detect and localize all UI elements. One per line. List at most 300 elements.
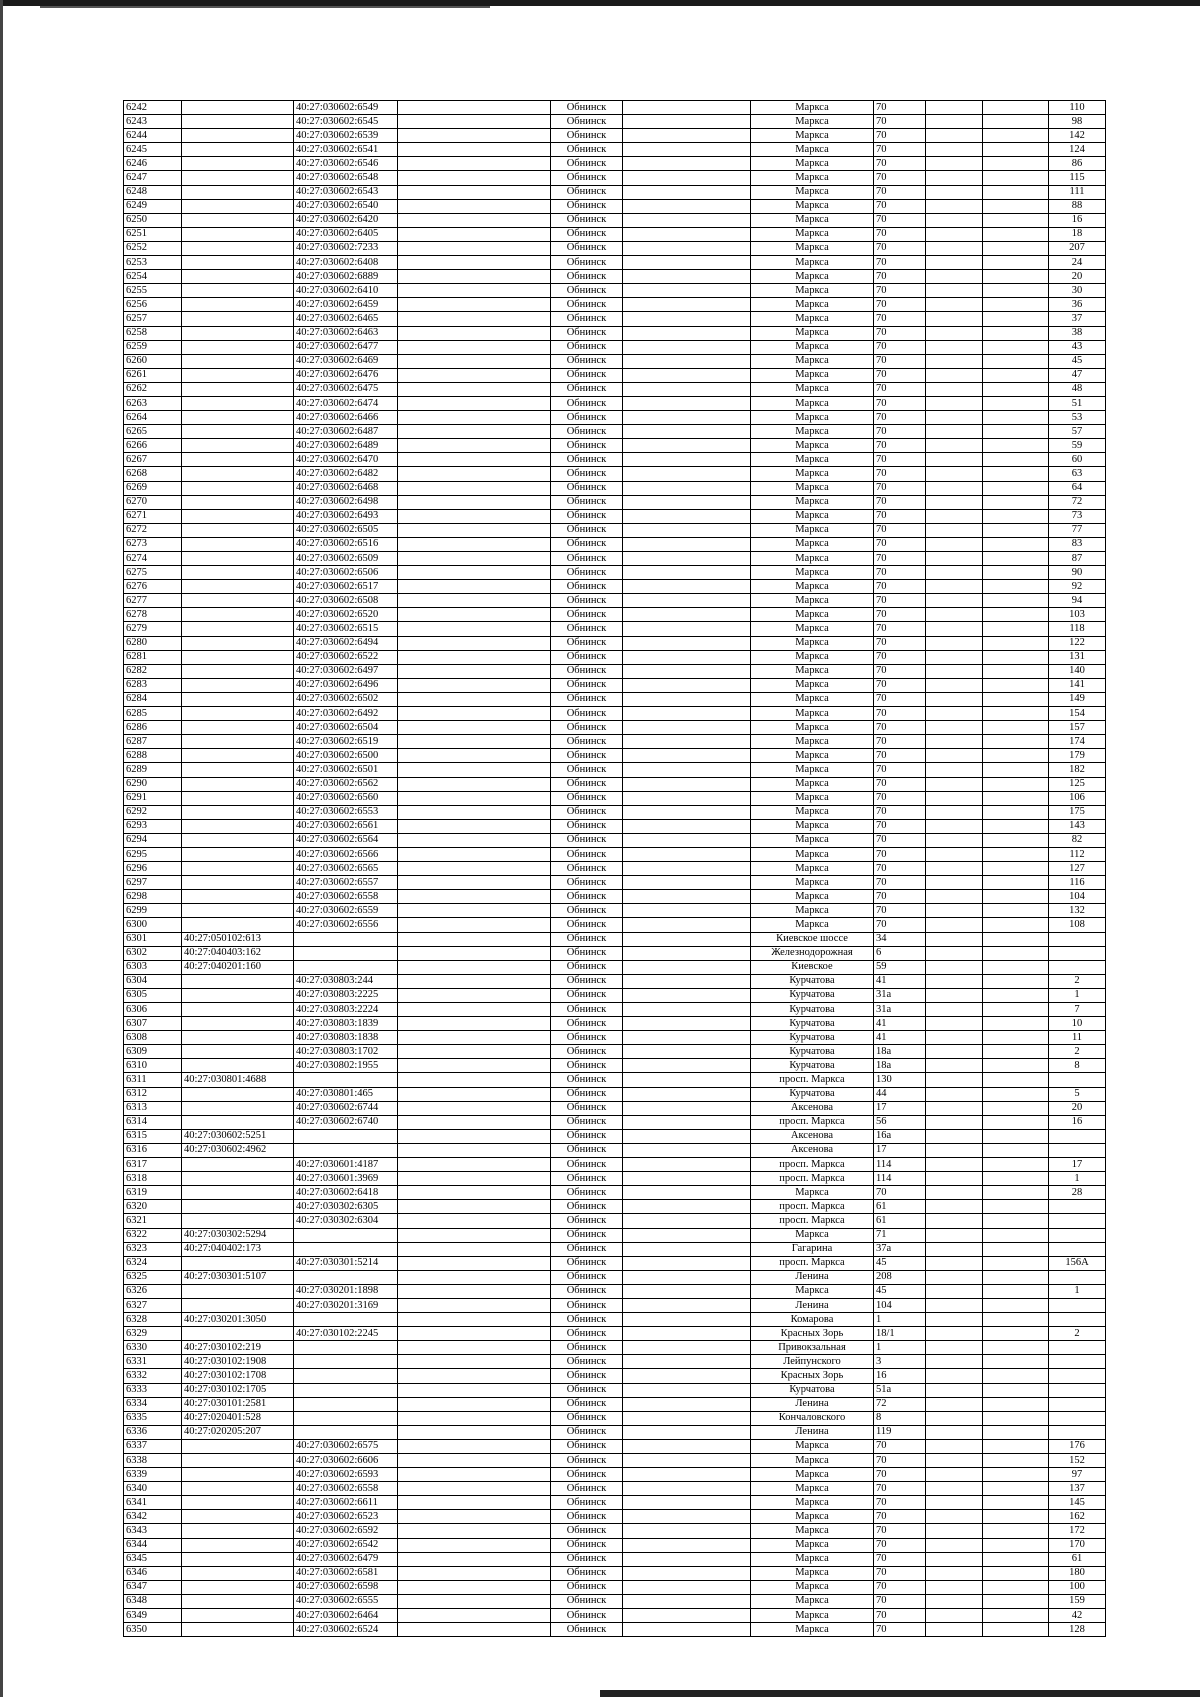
apartment-number: 118 — [1049, 622, 1106, 636]
table-row — [124, 1439, 1106, 1453]
city-name: Обнинск — [551, 129, 623, 143]
house-number: 51а — [874, 1383, 926, 1397]
blank-cell — [983, 523, 1049, 537]
cadastral-number-premises: 40:27:030602:6543 — [294, 185, 398, 199]
house-number: 70 — [874, 382, 926, 396]
table-row — [124, 890, 1106, 904]
table-row — [124, 946, 1106, 960]
cadastral-number-building — [182, 735, 294, 749]
cadastral-number-building: 40:27:030102:219 — [182, 1341, 294, 1355]
blank-cell — [398, 1482, 551, 1496]
row-number: 6250 — [124, 213, 182, 227]
apartment-number: 156А — [1049, 1256, 1106, 1270]
blank-cell — [926, 1623, 983, 1637]
blank-cell — [398, 1003, 551, 1017]
city-name: Обнинск — [551, 284, 623, 298]
house-number: 41 — [874, 1031, 926, 1045]
blank-cell — [623, 340, 751, 354]
row-number: 6302 — [124, 946, 182, 960]
cadastral-number-building: 40:27:030102:1908 — [182, 1355, 294, 1369]
table-row — [124, 227, 1106, 241]
blank-cell — [983, 552, 1049, 566]
row-number: 6305 — [124, 988, 182, 1002]
cadastral-number-building — [182, 566, 294, 580]
cadastral-number-premises — [294, 960, 398, 974]
city-name: Обнинск — [551, 537, 623, 551]
blank-cell — [983, 382, 1049, 396]
cadastral-number-building: 40:27:040201:160 — [182, 960, 294, 974]
blank-cell — [926, 298, 983, 312]
blank-cell — [398, 213, 551, 227]
blank-cell — [623, 241, 751, 255]
row-number: 6269 — [124, 481, 182, 495]
blank-cell — [983, 1397, 1049, 1411]
city-name: Обнинск — [551, 622, 623, 636]
cadastral-number-building — [182, 425, 294, 439]
blank-cell — [926, 199, 983, 213]
table-row — [124, 241, 1106, 255]
table-row — [124, 1524, 1106, 1538]
blank-cell — [398, 171, 551, 185]
blank-cell — [398, 312, 551, 326]
cadastral-number-building — [182, 833, 294, 847]
cadastral-number-premises: 40:27:030801:465 — [294, 1087, 398, 1101]
cadastral-number-premises: 40:27:030602:6474 — [294, 396, 398, 410]
house-number: 70 — [874, 1623, 926, 1637]
table-row — [124, 974, 1106, 988]
blank-cell — [926, 1129, 983, 1143]
apartment-number: 145 — [1049, 1496, 1106, 1510]
blank-cell — [398, 1158, 551, 1172]
house-number: 18/1 — [874, 1327, 926, 1341]
cadastral-number-building — [182, 707, 294, 721]
blank-cell — [623, 1256, 751, 1270]
blank-cell — [926, 707, 983, 721]
table-row — [124, 509, 1106, 523]
apartment-number: 72 — [1049, 495, 1106, 509]
cadastral-number-premises: 40:27:030602:6508 — [294, 594, 398, 608]
cadastral-number-building — [182, 1017, 294, 1031]
table-row — [124, 396, 1106, 410]
cadastral-number-premises: 40:27:030803:1838 — [294, 1031, 398, 1045]
apartment-number: 124 — [1049, 143, 1106, 157]
blank-cell — [398, 876, 551, 890]
blank-cell — [623, 495, 751, 509]
cadastral-number-premises: 40:27:030602:6553 — [294, 805, 398, 819]
table-row — [124, 1623, 1106, 1637]
blank-cell — [398, 749, 551, 763]
apartment-number: 132 — [1049, 904, 1106, 918]
street-name: просп. Маркса — [751, 1073, 874, 1087]
blank-cell — [983, 988, 1049, 1002]
blank-cell — [983, 1158, 1049, 1172]
street-name: Курчатова — [751, 1003, 874, 1017]
street-name: Маркса — [751, 1538, 874, 1552]
city-name: Обнинск — [551, 157, 623, 171]
city-name: Обнинск — [551, 692, 623, 706]
blank-cell — [398, 1298, 551, 1312]
city-name: Обнинск — [551, 495, 623, 509]
apartment-number — [1049, 1214, 1106, 1228]
blank-cell — [983, 777, 1049, 791]
blank-cell — [623, 791, 751, 805]
blank-cell — [398, 650, 551, 664]
city-name: Обнинск — [551, 1411, 623, 1425]
row-number: 6329 — [124, 1327, 182, 1341]
table-row — [124, 213, 1106, 227]
row-number: 6331 — [124, 1355, 182, 1369]
row-number: 6326 — [124, 1284, 182, 1298]
city-name: Обнинск — [551, 594, 623, 608]
table-row — [124, 523, 1106, 537]
apartment-number — [1049, 1383, 1106, 1397]
table-row — [124, 270, 1106, 284]
blank-cell — [398, 847, 551, 861]
row-number: 6286 — [124, 721, 182, 735]
blank-cell — [623, 1284, 751, 1298]
cadastral-number-premises: 40:27:030602:6548 — [294, 171, 398, 185]
blank-cell — [926, 453, 983, 467]
row-number: 6307 — [124, 1017, 182, 1031]
cadastral-number-premises: 40:27:030803:1702 — [294, 1045, 398, 1059]
house-number: 70 — [874, 368, 926, 382]
table-row — [124, 1580, 1106, 1594]
row-number: 6298 — [124, 890, 182, 904]
cadastral-number-building — [182, 467, 294, 481]
city-name: Обнинск — [551, 890, 623, 904]
blank-cell — [926, 932, 983, 946]
house-number: 70 — [874, 481, 926, 495]
street-name: Маркса — [751, 678, 874, 692]
cadastral-number-premises: 40:27:030102:2245 — [294, 1327, 398, 1341]
house-number: 45 — [874, 1284, 926, 1298]
scan-left-edge — [0, 0, 3, 1697]
blank-cell — [398, 509, 551, 523]
blank-cell — [623, 171, 751, 185]
blank-cell — [983, 298, 1049, 312]
blank-cell — [926, 481, 983, 495]
street-name: Маркса — [751, 692, 874, 706]
blank-cell — [398, 1228, 551, 1242]
row-number: 6328 — [124, 1313, 182, 1327]
blank-cell — [926, 495, 983, 509]
street-name: Маркса — [751, 326, 874, 340]
blank-cell — [398, 678, 551, 692]
house-number: 70 — [874, 411, 926, 425]
city-name: Обнинск — [551, 1214, 623, 1228]
blank-cell — [983, 1580, 1049, 1594]
city-name: Обнинск — [551, 171, 623, 185]
table-row — [124, 1355, 1106, 1369]
row-number: 6260 — [124, 354, 182, 368]
cadastral-number-premises — [294, 1228, 398, 1242]
street-name: Маркса — [751, 1594, 874, 1608]
cadastral-number-building — [182, 256, 294, 270]
city-name: Обнинск — [551, 199, 623, 213]
cadastral-number-building — [182, 382, 294, 396]
blank-cell — [926, 1017, 983, 1031]
city-name: Обнинск — [551, 988, 623, 1002]
blank-cell — [926, 749, 983, 763]
blank-cell — [398, 284, 551, 298]
house-number: 70 — [874, 777, 926, 791]
blank-cell — [623, 1552, 751, 1566]
blank-cell — [983, 707, 1049, 721]
apartment-number — [1049, 1143, 1106, 1157]
blank-cell — [398, 735, 551, 749]
cadastral-number-building — [182, 396, 294, 410]
house-number: 70 — [874, 678, 926, 692]
cadastral-number-building — [182, 664, 294, 678]
row-number: 6304 — [124, 974, 182, 988]
apartment-number: 48 — [1049, 382, 1106, 396]
cadastral-number-building — [182, 101, 294, 115]
blank-cell — [398, 1017, 551, 1031]
street-name: Маркса — [751, 664, 874, 678]
blank-cell — [398, 805, 551, 819]
street-name: просп. Маркса — [751, 1172, 874, 1186]
house-number: 70 — [874, 819, 926, 833]
table-row — [124, 1425, 1106, 1439]
city-name: Обнинск — [551, 1200, 623, 1214]
cadastral-number-premises — [294, 1383, 398, 1397]
table-row — [124, 1313, 1106, 1327]
blank-cell — [398, 833, 551, 847]
table-row — [124, 1200, 1106, 1214]
cadastral-number-premises: 40:27:030602:6549 — [294, 101, 398, 115]
apartment-number — [1049, 1129, 1106, 1143]
house-number: 70 — [874, 1524, 926, 1538]
blank-cell — [398, 904, 551, 918]
cadastral-number-premises: 40:27:030602:6598 — [294, 1580, 398, 1594]
cadastral-number-premises: 40:27:030602:6542 — [294, 1538, 398, 1552]
street-name: Маркса — [751, 1468, 874, 1482]
cadastral-number-building — [182, 1003, 294, 1017]
cadastral-number-building — [182, 115, 294, 129]
cadastral-number-premises: 40:27:030602:6541 — [294, 143, 398, 157]
city-name: Обнинск — [551, 678, 623, 692]
blank-cell — [983, 1623, 1049, 1637]
blank-cell — [926, 636, 983, 650]
street-name: Маркса — [751, 467, 874, 481]
apartment-number — [1049, 1341, 1106, 1355]
blank-cell — [983, 862, 1049, 876]
cadastral-number-building — [182, 199, 294, 213]
blank-cell — [983, 171, 1049, 185]
city-name: Обнинск — [551, 791, 623, 805]
row-number: 6277 — [124, 594, 182, 608]
street-name: Курчатова — [751, 1045, 874, 1059]
street-name: Маркса — [751, 171, 874, 185]
apartment-number: 1 — [1049, 988, 1106, 1002]
cadastral-number-premises: 40:27:030602:6418 — [294, 1186, 398, 1200]
blank-cell — [983, 227, 1049, 241]
street-name: Маркса — [751, 284, 874, 298]
blank-cell — [398, 1101, 551, 1115]
house-number: 8 — [874, 1411, 926, 1425]
cadastral-number-premises: 40:27:030301:5214 — [294, 1256, 398, 1270]
house-number: 104 — [874, 1298, 926, 1312]
cadastral-number-premises: 40:27:030602:6496 — [294, 678, 398, 692]
street-name: Маркса — [751, 1510, 874, 1524]
apartment-number — [1049, 1369, 1106, 1383]
street-name: Маркса — [751, 396, 874, 410]
cadastral-number-premises: 40:27:030602:6493 — [294, 509, 398, 523]
cadastral-number-premises: 40:27:030602:6501 — [294, 763, 398, 777]
city-name: Обнинск — [551, 721, 623, 735]
blank-cell — [983, 1059, 1049, 1073]
apartment-number: 2 — [1049, 1045, 1106, 1059]
blank-cell — [926, 143, 983, 157]
street-name: Курчатова — [751, 1031, 874, 1045]
cadastral-number-premises: 40:27:030602:6558 — [294, 1482, 398, 1496]
cadastral-number-building — [182, 241, 294, 255]
apartment-number: 98 — [1049, 115, 1106, 129]
blank-cell — [398, 467, 551, 481]
house-number: 18а — [874, 1045, 926, 1059]
table-row — [124, 411, 1106, 425]
cadastral-number-premises: 40:27:030602:6539 — [294, 129, 398, 143]
apartment-number: 122 — [1049, 636, 1106, 650]
city-name: Обнинск — [551, 650, 623, 664]
apartment-number: 140 — [1049, 664, 1106, 678]
table-row — [124, 749, 1106, 763]
table-row — [124, 833, 1106, 847]
house-number: 70 — [874, 185, 926, 199]
city-name: Обнинск — [551, 735, 623, 749]
blank-cell — [926, 227, 983, 241]
blank-cell — [623, 1510, 751, 1524]
cadastral-number-premises: 40:27:030302:6304 — [294, 1214, 398, 1228]
blank-cell — [983, 580, 1049, 594]
row-number: 6348 — [124, 1594, 182, 1608]
street-name: Маркса — [751, 199, 874, 213]
apartment-number: 47 — [1049, 368, 1106, 382]
row-number: 6278 — [124, 608, 182, 622]
row-number: 6336 — [124, 1425, 182, 1439]
blank-cell — [623, 904, 751, 918]
blank-cell — [926, 467, 983, 481]
table-row — [124, 1369, 1106, 1383]
blank-cell — [398, 988, 551, 1002]
blank-cell — [926, 1270, 983, 1284]
blank-cell — [926, 847, 983, 861]
blank-cell — [398, 199, 551, 213]
city-name: Обнинск — [551, 974, 623, 988]
blank-cell — [623, 537, 751, 551]
blank-cell — [926, 1566, 983, 1580]
blank-cell — [983, 495, 1049, 509]
city-name: Обнинск — [551, 1073, 623, 1087]
row-number: 6289 — [124, 763, 182, 777]
cadastral-number-premises — [294, 1411, 398, 1425]
blank-cell — [983, 1143, 1049, 1157]
blank-cell — [623, 1609, 751, 1623]
cadastral-number-premises — [294, 1242, 398, 1256]
row-number: 6294 — [124, 833, 182, 847]
blank-cell — [926, 1242, 983, 1256]
city-name: Обнинск — [551, 819, 623, 833]
blank-cell — [926, 721, 983, 735]
house-number: 18а — [874, 1059, 926, 1073]
house-number: 70 — [874, 340, 926, 354]
street-name: Киевское шоссе — [751, 932, 874, 946]
blank-cell — [983, 749, 1049, 763]
blank-cell — [926, 1482, 983, 1496]
cadastral-number-building — [182, 495, 294, 509]
apartment-number: 90 — [1049, 566, 1106, 580]
city-name: Обнинск — [551, 777, 623, 791]
cadastral-number-premises: 40:27:030802:1955 — [294, 1059, 398, 1073]
city-name: Обнинск — [551, 918, 623, 932]
row-number: 6320 — [124, 1200, 182, 1214]
house-number: 114 — [874, 1158, 926, 1172]
house-number: 70 — [874, 1482, 926, 1496]
street-name: Лейпунского — [751, 1355, 874, 1369]
table-row — [124, 580, 1106, 594]
blank-cell — [623, 185, 751, 199]
blank-cell — [623, 481, 751, 495]
house-number: 70 — [874, 157, 926, 171]
cadastral-number-building — [182, 537, 294, 551]
street-name: Маркса — [751, 566, 874, 580]
apartment-number: 137 — [1049, 1482, 1106, 1496]
cadastral-number-premises — [294, 1143, 398, 1157]
street-name: просп. Маркса — [751, 1214, 874, 1228]
blank-cell — [398, 1341, 551, 1355]
cadastral-number-building — [182, 608, 294, 622]
blank-cell — [983, 678, 1049, 692]
table-row — [124, 1298, 1106, 1312]
blank-cell — [926, 1327, 983, 1341]
blank-cell — [623, 664, 751, 678]
cadastral-number-premises: 40:27:030602:6560 — [294, 791, 398, 805]
blank-cell — [983, 1482, 1049, 1496]
street-name: Маркса — [751, 862, 874, 876]
cadastral-number-building — [182, 1566, 294, 1580]
city-name: Обнинск — [551, 439, 623, 453]
blank-cell — [983, 566, 1049, 580]
blank-cell — [926, 946, 983, 960]
table-row — [124, 439, 1106, 453]
table-row — [124, 636, 1106, 650]
blank-cell — [398, 580, 551, 594]
apartment-number: 182 — [1049, 763, 1106, 777]
city-name: Обнинск — [551, 115, 623, 129]
city-name: Обнинск — [551, 354, 623, 368]
blank-cell — [983, 847, 1049, 861]
apartment-number: 103 — [1049, 608, 1106, 622]
blank-cell — [623, 1383, 751, 1397]
cadastral-number-premises: 40:27:030803:2224 — [294, 1003, 398, 1017]
house-number: 70 — [874, 1609, 926, 1623]
cadastral-number-building — [182, 650, 294, 664]
blank-cell — [623, 1327, 751, 1341]
blank-cell — [926, 129, 983, 143]
property-register-table — [123, 100, 1106, 1637]
blank-cell — [398, 946, 551, 960]
cadastral-number-premises — [294, 1341, 398, 1355]
cadastral-number-premises: 40:27:030602:6516 — [294, 537, 398, 551]
blank-cell — [623, 199, 751, 213]
house-number: 208 — [874, 1270, 926, 1284]
city-name: Обнинск — [551, 1594, 623, 1608]
blank-cell — [623, 101, 751, 115]
street-name: Маркса — [751, 523, 874, 537]
row-number: 6275 — [124, 566, 182, 580]
row-number: 6312 — [124, 1087, 182, 1101]
apartment-number: 97 — [1049, 1468, 1106, 1482]
